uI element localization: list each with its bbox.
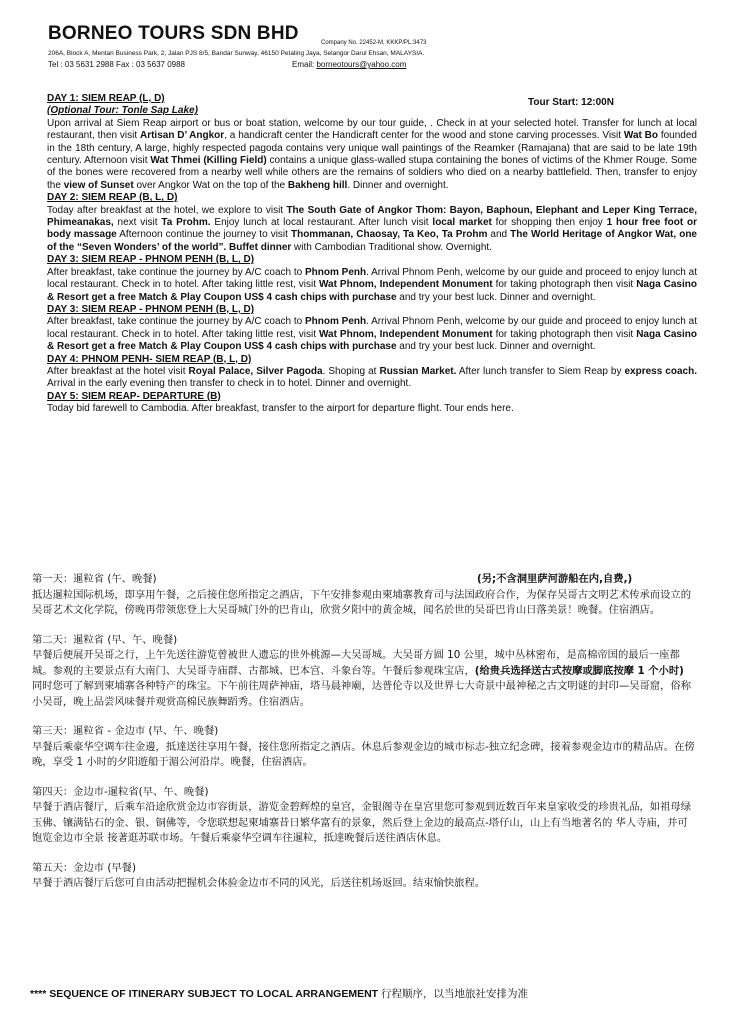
day-3-duplicate-section [47, 304, 697, 354]
cn-day-3-section [32, 724, 697, 771]
disclaimer-english: **** SEQUENCE OF ITINERARY SUBJECT TO LOCAL ARRANGEMENT [30, 988, 382, 1000]
cn-day-3-text: 早餐后乘豪华空调车往金邊，抵達送往享用午餐，接住您所指定之酒店。休息后参观金边的城市标志-独立纪念碑，接着参观金边市的精品店。在傍晚，享受 1 小时的夕阳遊船于湄公河沿岸。晚餐，住宿酒店。 [32, 740, 695, 768]
day-3-section [47, 254, 697, 304]
company-email [292, 60, 406, 69]
chinese-itinerary [32, 572, 697, 906]
day-2-text: Today after breakfast at the hotel, we explore to visit The South Gate of Angkor Thom: Bayon, Baphoun, Elephant and Leper King Terrace, Phimeanakas, next visit Ta Prohm. Enjoy lunch at local restaurant. After lunch visit local market for shopping then enjoy 1 hour free foot or body massage Afternoon continue the journey to visit Thommanan, Chaosay, Ta Keo, Ta Prohm and The World Heritage of Angkor Wat, one of the “Seven Wonders’ of the world”. Buffet dinner with Cambodian Traditional show. Overnight. [47, 204, 697, 253]
cn-day-4-text: 早餐于酒店餐厅，后乘车沿途欣赏金边市容街景，游览金碧辉煌的皇宫，金银阁寺在皇宫里您可参观到近数百年来皇家收受的珍贵礼品，如祖母绿玉佛、镶满钻石的金、银、铜佛等，令您联想起柬埔寨昔日繁华富有的景象，然后登上金边的最高点-塔仔山，山上有当地著名的 华人寺庙，并可饱览金边市全景 接著逛苏联市场。午餐后乘豪华空调车往暹粒，抵達晚餐后送往酒店休息。 [32, 801, 691, 844]
day-3-duplicate-text: After breakfast, take continue the journey by A/C coach to Phnom Penh. Arrival Phnom Penh, welcome by our guide and proceed to enjoy lunch at local restaurant. Check in to hotel. After taking little rest, visit Wat Phnom, Independent Monument for taking photograph then visit Naga Casino & Resort get a free Match & Play Coupon US$ 4 cash chips with purchase and try your best luck. Dinner and overnight. [47, 316, 697, 353]
day-4-heading: DAY 4: PHNOM PENH- SIEM REAP (B, L, D) [47, 353, 252, 365]
cn-day-1-text: 抵达暹粒国际机场，即享用午餐，之后接住您所指定之酒店，下午安排参观由柬埔寨教育司与法国政府合作，为保存吴哥古文明艺术传承而设立的吴哥艺术文化学院，傍晚再带领您登上大吴哥城门外的巴肯山，欣赏夕阳中的黄金城，闻名於世的吴哥巴肯山日落美景！晚餐。住宿酒店。 [32, 588, 691, 616]
cn-day-5-text: 早餐于酒店餐厅后您可自由活动把握机会体验金边市不同的风光，后送往机场返回。结束愉快旅程。 [32, 877, 486, 889]
cn-day-2-heading: 第二天：暹粒省 (早、午、晚餐) [32, 633, 178, 646]
day-2-heading: DAY 2: SIEM REAP (B, L, D) [47, 192, 178, 204]
day-4-section [47, 354, 697, 391]
tour-start-time: Tour Start: 12:00N [528, 97, 614, 108]
company-name: BORNEO TOURS SDN BHD [48, 23, 299, 44]
email-label: Email: [292, 60, 315, 69]
company-address: 206A, Block A, Mentari Business Park, 2, Jalan PJS 8/5, Bandar Sunway, 46150 Petaling Jaya, Selangor Darul Ehsan, MALAYSIA. [48, 50, 425, 57]
itinerary-disclaimer [30, 986, 528, 1001]
cn-day-2-section [32, 633, 697, 711]
cn-day-5-heading: 第五天：金边市 (早餐) [32, 861, 136, 874]
day-5-heading: DAY 5: SIEM REAP- DEPARTURE (B) [47, 390, 221, 402]
day-3-duplicate-heading: DAY 3: SIEM REAP - PHNOM PENH (B, L, D) [47, 303, 255, 315]
cn-day-1-optional-note: (另;不含洞里萨河游船在内,自费,) [477, 573, 633, 585]
english-itinerary [47, 93, 697, 416]
day-1-section [47, 93, 697, 192]
day-4-text: After breakfast at the hotel visit Royal Palace, Silver Pagoda. Shoping at Russian Market. After lunch transfer to Siem Reap by express coach. Arrival in the early evening then transfer to check in to hotel. Dinner and overnight. [47, 365, 697, 390]
cn-day-2-text: 早餐后便展开吴哥之行，上午先送往游览曾被世人遗忘的世外桃源—大吴哥城。大吴哥方圆 10 公里，城中丛林密布，是高棉帝国的最后一座都城。参观的主要景点有大南门、大吴哥寺庙群、古都城、巴本宫、斗象台等。午餐后参观珠宝店，(给贵兵选择送古式按摩或脚底按摩 1 个小时) 同时您可了解到柬埔寨各种特产的珠宝。下午前往周萨神庙，塔马晨神廟，达普伦寺以及世界七大奇景中最神秘之古文明谜的封印—吴哥窟，俗称小吴哥，晚上品尝风味餐并观赏高棉民族舞蹈秀。住宿酒店。 [32, 649, 691, 708]
cn-day-1-heading: 第一天：暹粒省 (午、晚餐) [32, 573, 157, 585]
day-5-text: Today bid farewell to Cambodia. After breakfast, transfer to the airport for departure flight. Tour ends here. [47, 403, 514, 415]
cn-day-4-section [32, 785, 697, 847]
company-phone-fax: Tel : 03 5631 2988 Fax : 03 5637 0988 [48, 60, 185, 69]
cn-day-4-heading: 第四天：金边市-暹粒省(早、午、晚餐) [32, 785, 209, 798]
day-1-text: Upon arrival at Siem Reap airport or bus or boat station, welcome by our tour guide, . Check in at your selected hotel. Transfer for lunch at local restaurant, then visit Artisan D’ Angkor, a handicraft center the Handicraft center for the wood and stone carving processes. Visit Wat Bo founded in the 18th century, A large, highly respected pagoda contains very unique wall paintings of the Reamker (Ramajana) that are said to be late 19th century. Afternoon visit Wat Thmei (Killing Field) contains a unique glass-walled stupa containing the bones of victims of the Khmer Rouge. Some of the bones were recovered from a nearby well while others are the remains of soldiers who died on a nearby battlefield. Then, transfer to enjoy the view of Sunset over Angkor Wat on the top of the Bakheng hill. Dinner and overnight. [47, 117, 697, 191]
day-1-optional-tour: (Optional Tour: Tonle Sap Lake) [47, 105, 198, 117]
company-registration: Company No. 22452-M, KKKP/PL:3473 [321, 40, 427, 46]
day-1-heading: DAY 1: SIEM REAP (L, D) [47, 93, 165, 104]
day-3-heading: DAY 3: SIEM REAP - PHNOM PENH (B, L, D) [47, 254, 255, 266]
disclaimer-chinese: 行程顺序，以当地旅社安排为准 [381, 988, 529, 1000]
cn-day-3-heading: 第三天：暹粒省 - 金边市 (早、午、晚餐) [32, 725, 219, 737]
cn-day-5-section [32, 861, 697, 892]
email-link[interactable]: borneotours@yahoo.com [316, 60, 407, 69]
day-2-section [47, 192, 697, 254]
day-3-text: After breakfast, take continue the journey by A/C coach to Phnom Penh. Arrival Phnom Penh, welcome by our guide and proceed to enjoy lunch at local restaurant. Check in to hotel. After taking little rest, visit Wat Phnom, Independent Monument for taking photograph then visit Naga Casino & Resort get a free Match & Play Coupon US$ 4 cash chips with purchase and try your best luck. Dinner and overnight. [47, 266, 697, 303]
day-5-section [47, 391, 697, 416]
